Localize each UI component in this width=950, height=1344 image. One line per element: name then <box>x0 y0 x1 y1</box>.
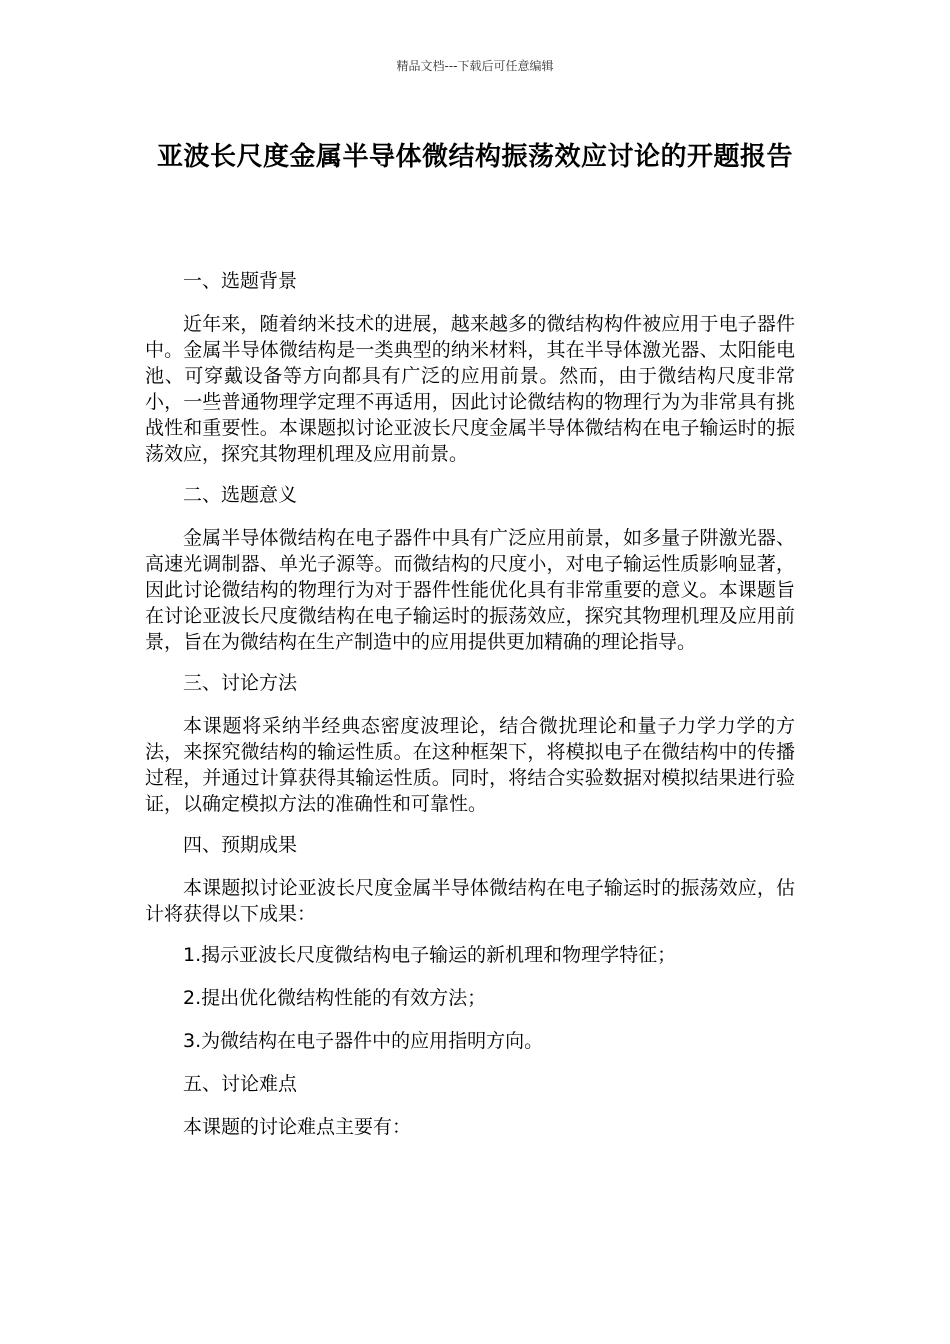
document-body <box>145 268 795 1155</box>
list-item: 3.为微结构在电子器件中的应用指明方向。 <box>183 1030 544 1052</box>
section-paragraph-method: 本课题将采纳半经典态密度波理论，结合微扰理论和量子力学力学的方法，来探究微结构的输运性质。在这种框架下，将模拟电子在微结构中的传播过程，并通过计算获得其输运性质。同时，将结合实验数据对模拟结果进行验证，以确定模拟方法的准确性和可靠性。 <box>145 715 795 815</box>
section-paragraph-significance: 金属半导体微结构在电子器件中具有广泛应用前景，如多量子阱激光器、高速光调制器、单光子源等。而微结构的尺度小，对电子输运性质影响显著，因此讨论微结构的物理行为对于器件性能优化具有非常重要的意义。本课题旨在讨论亚波长尺度微结构在电子输运时的振荡效应，探究其物理机理及应用前景，旨在为微结构在生产制造中的应用提供更加精确的理论指导。 <box>145 527 795 653</box>
section-heading-background: 一、选题背景 <box>183 270 298 292</box>
section-paragraph-background: 近年来，随着纳米技术的进展，越来越多的微结构构件被应用于电子器件中。金属半导体微结构是一类典型的纳米材料，其在半导体激光器、太阳能电池、可穿戴设备等方向都具有广泛的应用前景。然而，由于微结构尺度非常小，一些普通物理学定理不再适用，因此讨论微结构的物理行为为非常具有挑战性和重要性。本课题拟讨论亚波长尺度金属半导体微结构在电子输运时的振荡效应，探究其物理机理及应用前景。 <box>145 313 795 465</box>
list-item: 1.揭示亚波长尺度微结构电子输运的新机理和物理学特征； <box>183 944 677 966</box>
section-paragraph-difficulties: 本课题的讨论难点主要有： <box>183 1116 412 1138</box>
document-title: 亚波长尺度金属半导体微结构振荡效应讨论的开题报告 <box>156 142 793 172</box>
page-header: 精品文档---下载后可任意编辑 <box>396 59 554 73</box>
section-paragraph-expected-results: 本课题拟讨论亚波长尺度金属半导体微结构在电子输运时的振荡效应，估计将获得以下成果： <box>145 877 795 925</box>
section-heading-method: 三、讨论方法 <box>183 672 298 694</box>
section-heading-significance: 二、选题意义 <box>183 484 298 506</box>
section-heading-expected-results: 四、预期成果 <box>183 834 298 856</box>
list-item: 2.提出优化微结构性能的有效方法； <box>183 987 487 1009</box>
section-heading-difficulties: 五、讨论难点 <box>183 1073 298 1095</box>
